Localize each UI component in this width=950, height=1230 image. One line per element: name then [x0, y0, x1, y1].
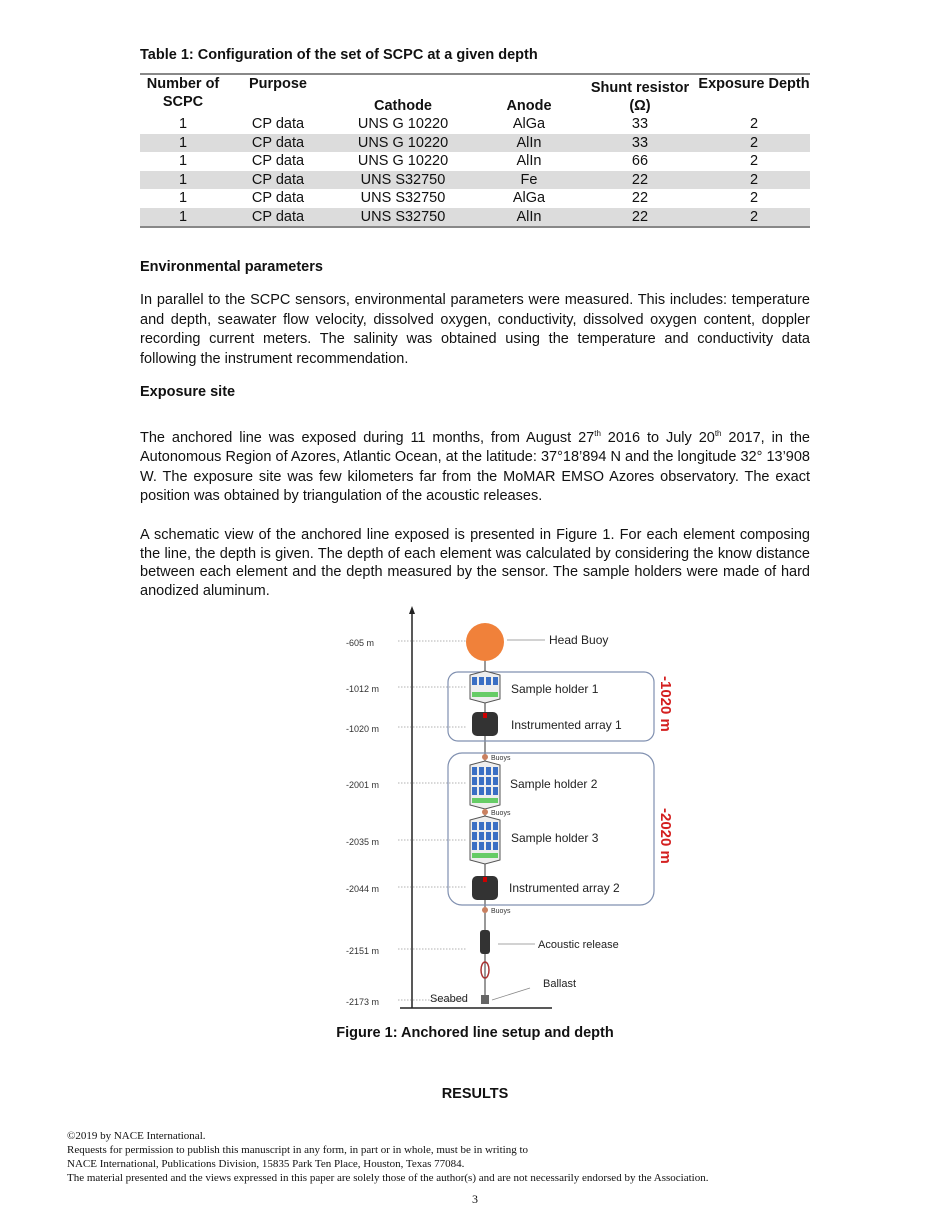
table-cell: 2	[698, 134, 810, 153]
table-cell: CP data	[251, 116, 305, 132]
instrumented-array-1-icon	[472, 712, 498, 736]
depth-label: -1020 m	[346, 724, 380, 734]
site-heading: Exposure site	[140, 384, 236, 400]
text: 2017, in the Autonomous Region of Azores, Atlantic Ocean, at the latitude: 37°18’894 N and the longitude 32° 13’908 W. The exposure site was few kilometers far from the MoMAR EMSO Azores observatory. The exact position was obtained by triangulation of the acoustic releases.	[140, 429, 810, 505]
depth-label: -2173 m	[346, 997, 380, 1007]
table-cell: CP data	[226, 171, 330, 190]
col-header: Exposure Depth	[698, 74, 810, 115]
env-paragraph: In parallel to the SCPC sensors, environmental parameters were measured. This includes: temperature and depth, seawater flow velocity, dissolved oxygen, conductivity, dissolved oxygen content, doppler recording current meters. The salinity was obtained using the temperature and conductivity data following the instrument recommendation.	[140, 292, 810, 367]
group-label-2: -2020 m	[657, 808, 674, 864]
sample-holder-icon	[470, 671, 500, 703]
footer	[67, 1129, 708, 1185]
table-cell: 1	[178, 153, 188, 169]
table-cell: AlIn	[516, 153, 542, 169]
footer-line: ©2019 by NACE International.	[67, 1130, 206, 1142]
table-cell: 2	[749, 153, 759, 169]
table-cell: UNS S32750	[330, 171, 476, 190]
label-seabed: Seabed	[430, 993, 468, 1005]
table-cell: CP data	[251, 190, 305, 206]
col-header: Cathode	[330, 74, 476, 115]
table-cell: 1	[140, 171, 226, 190]
col-header: Anode	[476, 74, 582, 115]
table-cell: 66	[631, 153, 649, 169]
depth-label: -2035 m	[346, 837, 380, 847]
superscript: th	[594, 429, 601, 438]
table-cell: 33	[582, 134, 698, 153]
label-buoys: Buoys	[491, 755, 511, 762]
ballast-icon	[481, 995, 489, 1004]
label-ballast: Ballast	[543, 978, 577, 990]
footer-line: NACE International, Publications Division, 15835 Park Ten Place, Houston, Texas 77084.	[67, 1158, 465, 1170]
table-cell: 22	[631, 190, 649, 206]
table-cell: 22	[582, 171, 698, 190]
depth-label: -605 m	[346, 638, 375, 648]
table-cell: 2	[749, 116, 759, 132]
table-cell: UNS G 10220	[357, 153, 449, 169]
table-cell: CP data	[251, 153, 305, 169]
group-label-1: -1020 m	[657, 676, 674, 732]
axis-arrow-icon	[409, 606, 415, 614]
table-cell: UNS S32750	[330, 208, 476, 228]
table-cell: 2	[698, 208, 810, 228]
table-cell: 1	[140, 134, 226, 153]
site-paragraph-2: A schematic view of the anchored line exposed is presented in Figure 1. For each element composing the line, the depth is given. The depth of each element was calculated by considering the know distance between each element and the depth measured by the sensor. The sample holders were made of hard anodized aluminum.	[140, 527, 810, 599]
page-number: 3	[472, 1192, 478, 1206]
label-sample-holder-2: Sample holder 2	[510, 777, 598, 791]
label-buoys: Buoys	[491, 908, 511, 915]
text: The anchored line was exposed during 11 months, from August 27	[140, 429, 595, 446]
table-cell: CP data	[226, 208, 330, 228]
table-cell: 1	[140, 208, 226, 228]
table-cell: 2	[698, 171, 810, 190]
label-buoys: Buoys	[491, 810, 511, 817]
table-cell: UNS G 10220	[330, 134, 476, 153]
buoy-icon	[482, 809, 488, 815]
figure-caption: Figure 1: Anchored line setup and depth	[336, 1025, 614, 1041]
table-cell: AlGa	[512, 116, 546, 132]
label-sample-holder-1: Sample holder 1	[511, 682, 599, 696]
buoy-icon	[482, 907, 488, 913]
label-acoustic-release: Acoustic release	[538, 939, 619, 951]
depth-label: -2151 m	[346, 946, 380, 956]
col-header: Number of SCPC	[140, 74, 226, 115]
label-sample-holder-3: Sample holder 3	[511, 831, 599, 845]
label-head-buoy: Head Buoy	[549, 633, 609, 647]
acoustic-release-icon	[480, 930, 490, 954]
table-cell: 22	[582, 208, 698, 228]
label-instrumented-array-2: Instrumented array 2	[509, 881, 620, 895]
env-heading: Environmental parameters	[140, 259, 323, 275]
depth-label: -2001 m	[346, 780, 380, 790]
table-cell: AlIn	[476, 134, 582, 153]
col-header: Shunt resistor (Ω)	[582, 74, 698, 115]
table-cell: CP data	[226, 134, 330, 153]
table-cell: AlIn	[476, 208, 582, 228]
footer-line: The material presented and the views expressed in this paper are solely those of the author(s) and are not necessarily endorsed by the Association.	[67, 1172, 709, 1184]
table-cell: 33	[631, 116, 649, 132]
table-cell: AlGa	[512, 190, 546, 206]
label-instrumented-array-1: Instrumented array 1	[511, 718, 622, 732]
buoy-icon	[482, 754, 488, 760]
table-cell: 1	[178, 190, 188, 206]
head-buoy-icon	[466, 623, 504, 661]
sample-holder-icon	[470, 761, 500, 809]
text: 2016 to July 20	[600, 429, 715, 446]
col-header: Purpose	[226, 74, 330, 115]
table-cell: 1	[178, 116, 188, 132]
superscript: th	[714, 429, 722, 438]
table-cell: 2	[749, 190, 759, 206]
table-cell: UNS G 10220	[357, 116, 449, 132]
table-cell: UNS S32750	[360, 190, 446, 206]
results-heading: RESULTS	[441, 1086, 509, 1102]
instrumented-array-2-icon	[472, 876, 498, 900]
footer-line: Requests for permission to publish this manuscript in any form, in part or in whole, must be in writing to	[67, 1144, 529, 1156]
depth-label: -1012 m	[346, 684, 380, 694]
depth-label: -2044 m	[346, 884, 380, 894]
table-caption: Table 1: Configuration of the set of SCPC at a given depth	[140, 47, 538, 63]
sample-holder-icon	[470, 816, 500, 864]
table-cell: Fe	[476, 171, 582, 190]
